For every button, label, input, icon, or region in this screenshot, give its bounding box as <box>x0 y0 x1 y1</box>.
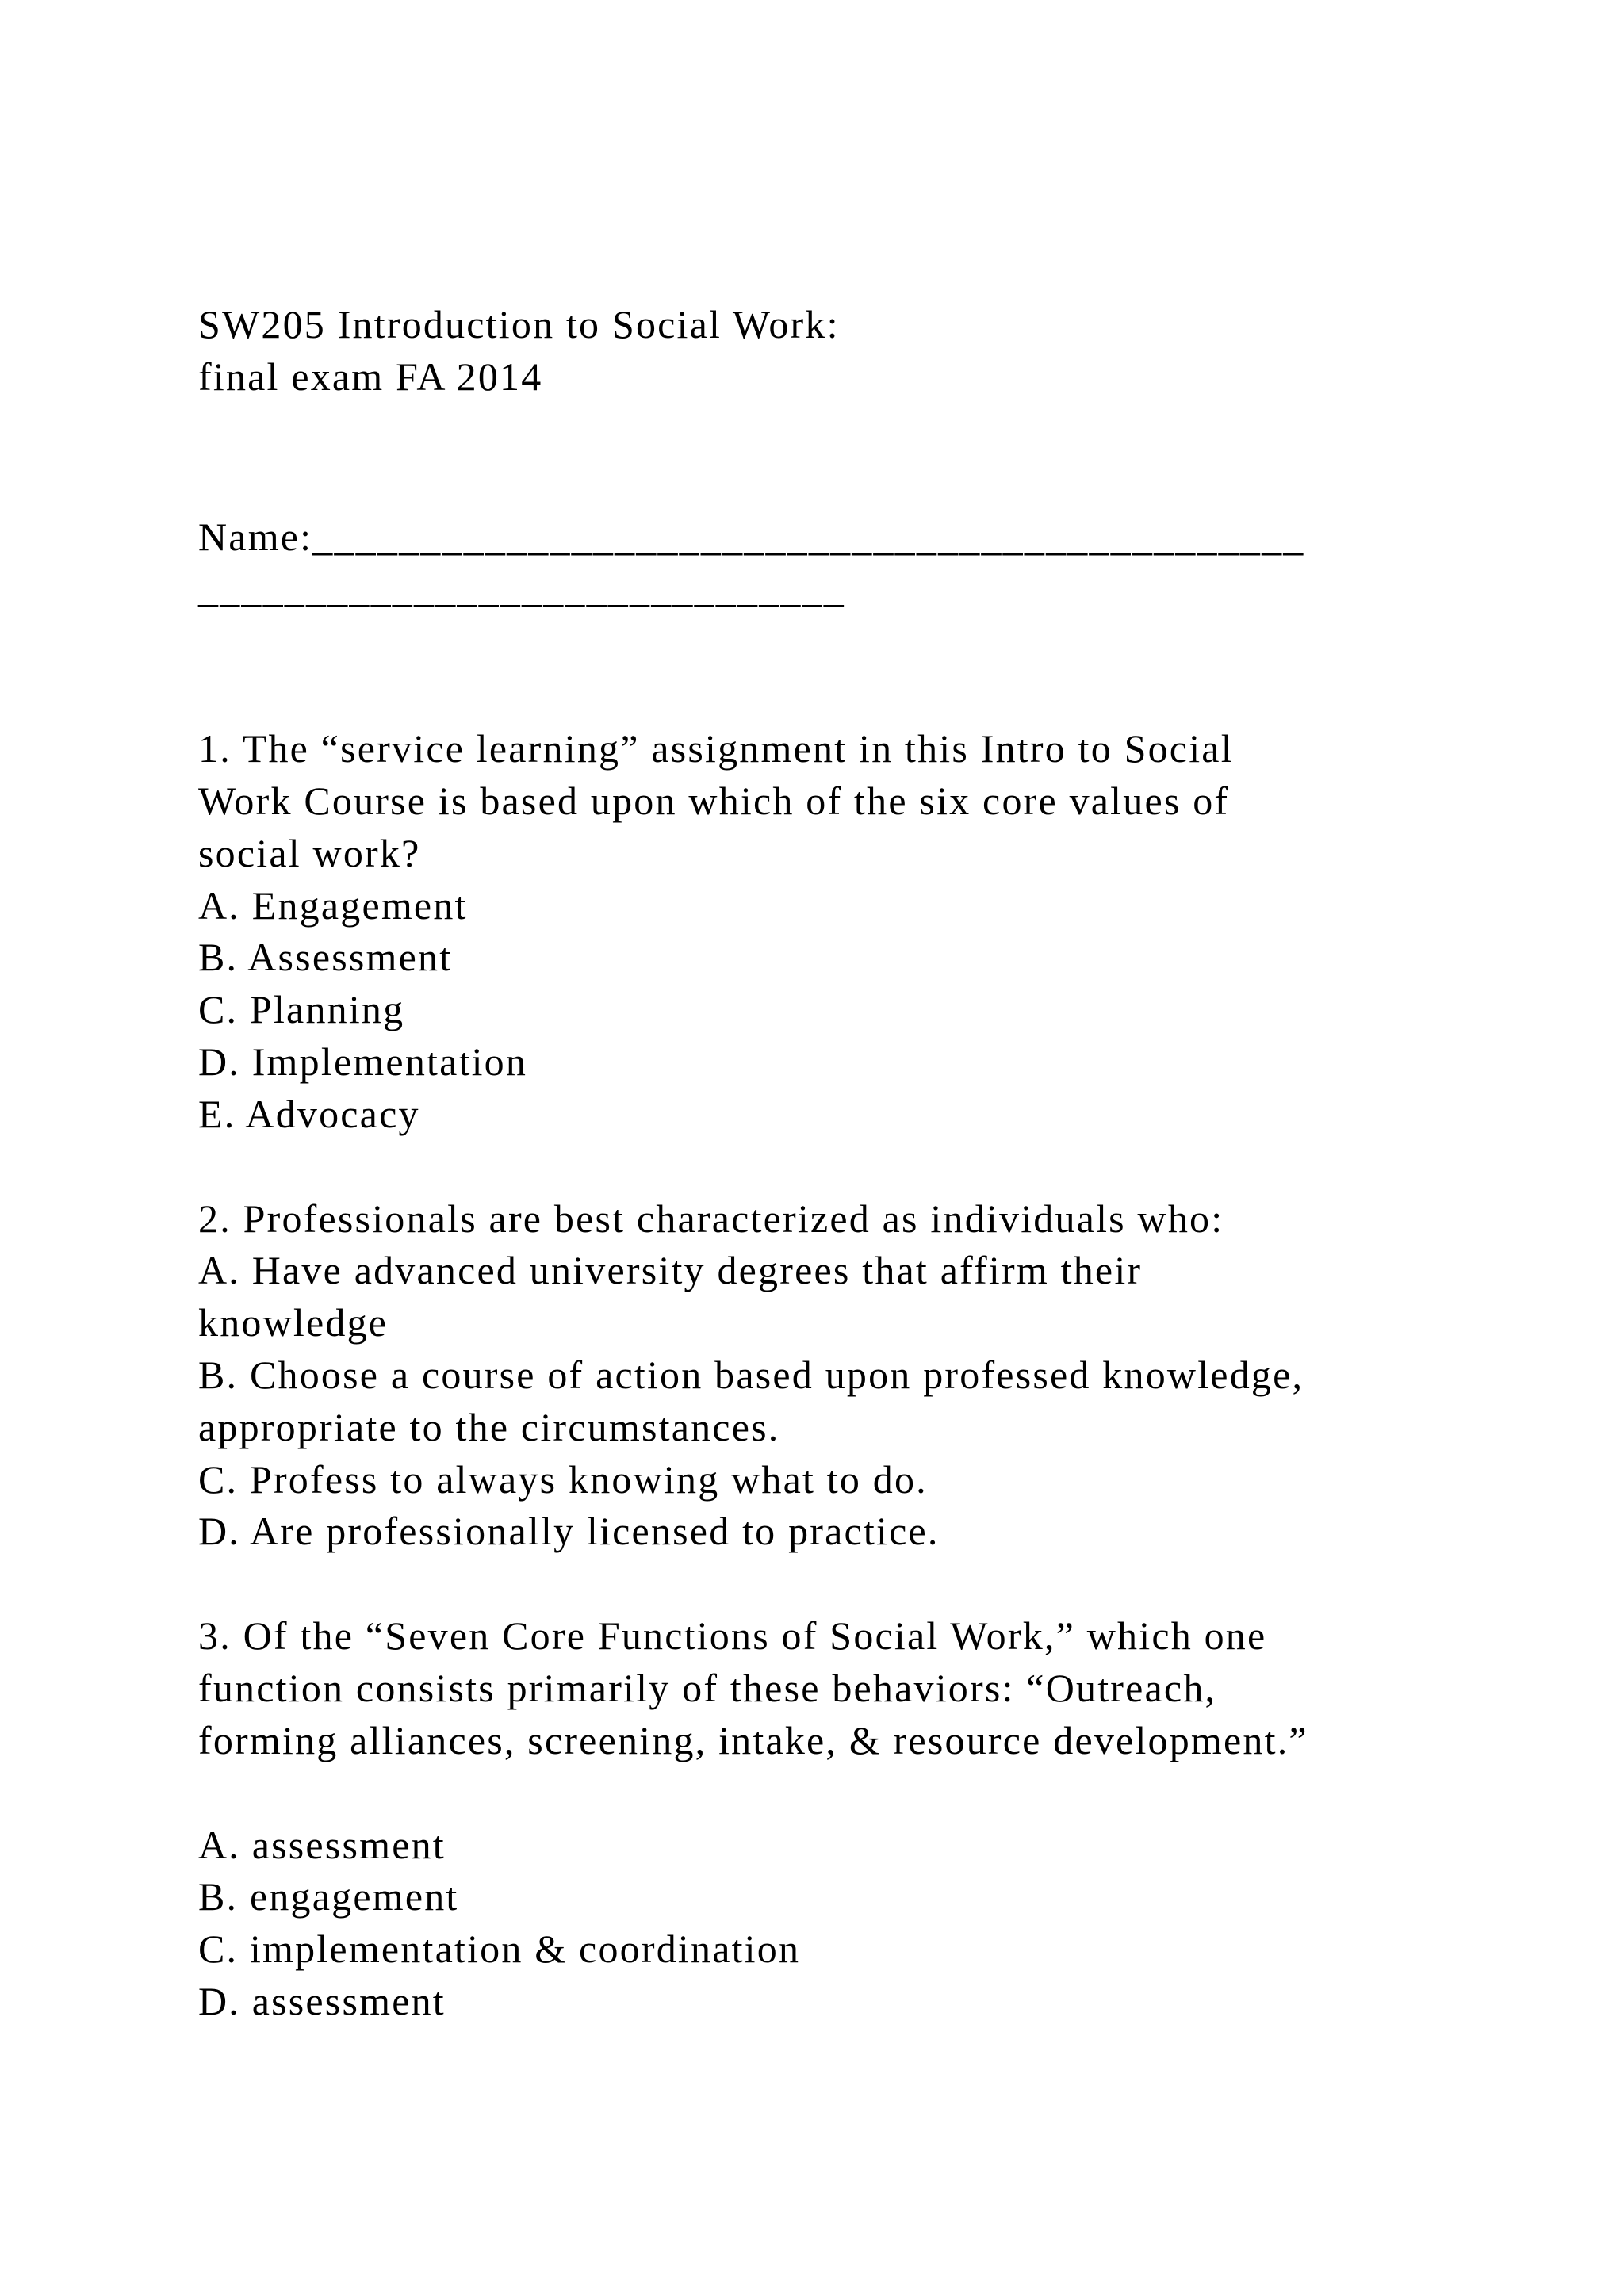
question-1-option-b: B. Assessment <box>198 935 453 980</box>
question-3-stem-line: 3. Of the “Seven Core Functions of Social Work,” which one <box>198 1613 1267 1659</box>
name-field-line-2: ______________________________ <box>198 566 845 611</box>
question-1 <box>198 723 1546 1140</box>
question-2-option-a-cont: knowledge <box>198 1300 389 1345</box>
question-3-option-d: D. assessment <box>198 1978 446 2023</box>
question-3-option-b: B. engagement <box>198 1874 459 1919</box>
exam-title-line-2: final exam FA 2014 <box>198 354 543 399</box>
name-field-line-1: Name:______________________________________________ <box>198 514 1305 559</box>
question-1-stem-line: Work Course is based upon which of the six core values of <box>198 778 1230 823</box>
question-2 <box>198 1193 1546 1559</box>
question-3 <box>198 1610 1546 2028</box>
question-1-option-d: D. Implementation <box>198 1039 528 1084</box>
question-3-stem-line: forming alliances, screening, intake, & resource development.” <box>198 1717 1308 1762</box>
question-3-option-c: C. implementation & coordination <box>198 1927 801 1972</box>
question-1-option-e: E. Advocacy <box>198 1091 420 1136</box>
question-2-option-b-cont: appropriate to the circumstances. <box>198 1404 780 1449</box>
question-2-option-d: D. Are professionally licensed to practice. <box>198 1509 940 1554</box>
question-2-option-c: C. Profess to always knowing what to do. <box>198 1456 928 1502</box>
question-1-stem-line: social work? <box>198 830 421 875</box>
question-2-option-a: A. Have advanced university degrees that affirm their <box>198 1248 1143 1293</box>
question-2-stem-line: 2. Professionals are best characterized as individuals who: <box>198 1196 1224 1241</box>
spacer <box>198 404 1546 511</box>
exam-title-line-1: SW205 Introduction to Social Work: <box>198 302 840 346</box>
exam-text <box>198 299 1546 2028</box>
question-1-option-c: C. Planning <box>198 987 405 1032</box>
spacer <box>198 1767 1546 1820</box>
question-3-stem-line: function consists primarily of these behaviors: “Outreach, <box>198 1665 1217 1710</box>
question-1-option-a: A. Engagement <box>198 882 468 928</box>
spacer <box>198 1558 1546 1610</box>
question-3-option-a: A. assessment <box>198 1822 446 1867</box>
spacer <box>198 615 1546 723</box>
question-2-option-b: B. Choose a course of action based upon professed knowledge, <box>198 1352 1304 1397</box>
spacer <box>198 1141 1546 1193</box>
question-1-stem-line: 1. The “service learning” assignment in this Intro to Social <box>198 726 1234 771</box>
